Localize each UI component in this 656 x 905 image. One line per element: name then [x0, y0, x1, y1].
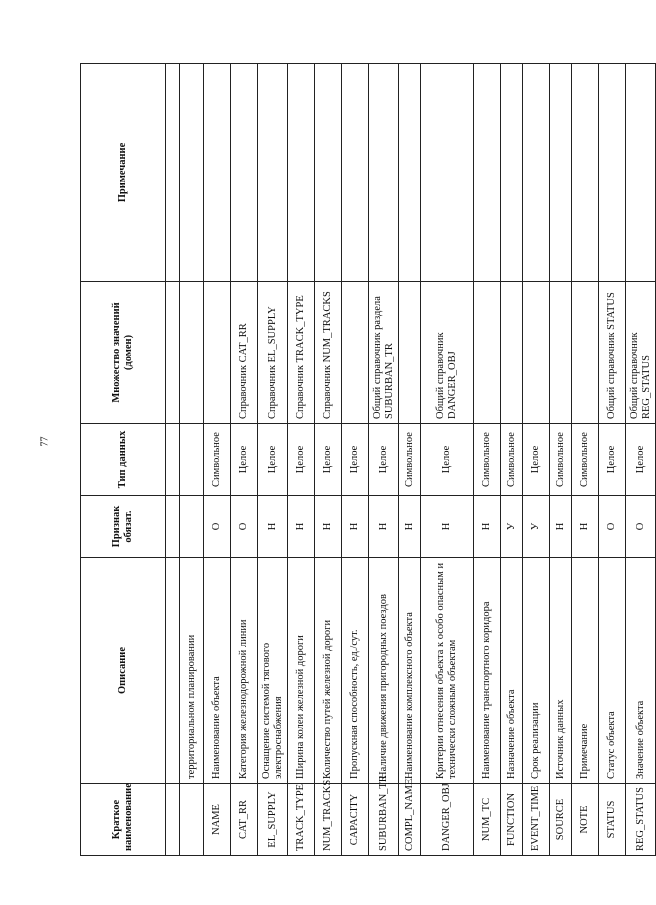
table-row: [231, 64, 258, 856]
cell-description: Значение объекта: [626, 558, 656, 784]
table-row: [369, 64, 399, 856]
cell-type: Символьное: [572, 424, 599, 496]
cell-type: Символьное: [399, 424, 421, 496]
cell-type: Целое: [231, 424, 258, 496]
cell-description: Наименование объекта: [204, 558, 231, 784]
cell-description: Количество путей железной дороги: [315, 558, 342, 784]
cell-required: О: [626, 496, 656, 558]
cell-required: Н: [421, 496, 474, 558]
cell-domain: [501, 282, 523, 424]
cell-note: [204, 64, 231, 282]
table-header-row: [81, 64, 166, 856]
table-row: [288, 64, 315, 856]
cell-note: [474, 64, 501, 282]
cell-domain: [572, 282, 599, 424]
cell-required: О: [599, 496, 626, 558]
cell-note: [399, 64, 421, 282]
cell-required: Н: [399, 496, 421, 558]
cell-note: [231, 64, 258, 282]
continuation-text: территориальном планировании: [180, 558, 204, 784]
cell-name: SOURCE: [550, 784, 572, 856]
cell-description: Ширина колеи железной дороги: [288, 558, 315, 784]
cell-note: [626, 64, 656, 282]
cell-name: CAPACITY: [342, 784, 369, 856]
cell-required: Н: [369, 496, 399, 558]
cell-domain: [474, 282, 501, 424]
cell-description: Примечание: [572, 558, 599, 784]
cell-description: Наименование комплексного объекта: [399, 558, 421, 784]
cell-required: О: [204, 496, 231, 558]
cell-required: У: [523, 496, 550, 558]
table-row: [501, 64, 523, 856]
cell-description: Наименование транспортного коридора: [474, 558, 501, 784]
cell-note: [342, 64, 369, 282]
cell-note: [523, 64, 550, 282]
table-row: [342, 64, 369, 856]
cell-domain: Справочник NUM_TRACKS: [315, 282, 342, 424]
cell-type: Символьное: [550, 424, 572, 496]
cell-note: [599, 64, 626, 282]
cell-type: Целое: [523, 424, 550, 496]
cell-name: NUM_TRACKS: [315, 784, 342, 856]
header-short-name: Краткое наименование: [81, 784, 166, 856]
cell-note: [288, 64, 315, 282]
cell-name: DANGER_OBJ: [421, 784, 474, 856]
cell-name: COMPL_NAME: [399, 784, 421, 856]
table-row-continuation: [180, 64, 204, 856]
cell-name: NOTE: [572, 784, 599, 856]
cell-domain: Справочник TRACK_TYPE: [288, 282, 315, 424]
cell-required: Н: [288, 496, 315, 558]
cell-name: NAME: [204, 784, 231, 856]
cell-note: [501, 64, 523, 282]
table-row: [421, 64, 474, 856]
cell-type: Символьное: [204, 424, 231, 496]
cell-domain: Общий справочник DANGER_OBJ: [421, 282, 474, 424]
cell-type: Символьное: [501, 424, 523, 496]
cell-type: Целое: [369, 424, 399, 496]
cell-note: [421, 64, 474, 282]
cell-note: [369, 64, 399, 282]
cell-description: Наличие движения пригородных поездов: [369, 558, 399, 784]
cell-description: Назначение объекта: [501, 558, 523, 784]
table-row: [626, 64, 656, 856]
cell-required: Н: [315, 496, 342, 558]
cell-domain: Справочник CAT_RR: [231, 282, 258, 424]
header-description: Описание: [81, 558, 166, 784]
cell-description: Статус объекта: [599, 558, 626, 784]
cell-domain: [550, 282, 572, 424]
cell-type: Целое: [626, 424, 656, 496]
cell-name: EVENT_TIME: [523, 784, 550, 856]
attribute-table: [80, 63, 656, 856]
table-row: [315, 64, 342, 856]
cell-name: FUNCTION: [501, 784, 523, 856]
cell-type: Целое: [599, 424, 626, 496]
table-row: [399, 64, 421, 856]
table-row-empty: [166, 64, 180, 856]
cell-name: REG_STATUS: [626, 784, 656, 856]
cell-name: NUM_TC: [474, 784, 501, 856]
cell-description: Категория железнодорожной линии: [231, 558, 258, 784]
table-row: [258, 64, 288, 856]
cell-required: О: [231, 496, 258, 558]
cell-name: EL_SUPPLY: [258, 784, 288, 856]
rotated-page-content: [80, 64, 652, 856]
cell-description: Пропускная способность, ед./сут.: [342, 558, 369, 784]
table-row: [474, 64, 501, 856]
header-note: Примечание: [81, 64, 166, 282]
cell-required: Н: [550, 496, 572, 558]
cell-note: [315, 64, 342, 282]
cell-domain: Общий справочник REG_STATUS: [626, 282, 656, 424]
cell-domain: [342, 282, 369, 424]
header-domain: Множество значений (домен): [81, 282, 166, 424]
cell-required: У: [501, 496, 523, 558]
cell-domain: [399, 282, 421, 424]
table-row: [572, 64, 599, 856]
cell-domain: Справочник EL_SUPPLY: [258, 282, 288, 424]
cell-required: Н: [258, 496, 288, 558]
cell-domain: Общий справочник STATUS: [599, 282, 626, 424]
header-data-type: Тип данных: [81, 424, 166, 496]
cell-required: Н: [342, 496, 369, 558]
cell-description: Критерии отнесения объекта к особо опасным и технически сложным объектам: [421, 558, 474, 784]
cell-domain: [523, 282, 550, 424]
cell-description: Источник данных: [550, 558, 572, 784]
cell-name: SUBURBAN_TR: [369, 784, 399, 856]
cell-description: Оснащение системой тягового электроснабжения: [258, 558, 288, 784]
cell-domain: Общий справочник раздела SUBURBAN_TR: [369, 282, 399, 424]
cell-required: Н: [474, 496, 501, 558]
cell-type: Целое: [342, 424, 369, 496]
cell-note: [258, 64, 288, 282]
cell-note: [572, 64, 599, 282]
page-number: 77: [39, 436, 51, 447]
cell-name: STATUS: [599, 784, 626, 856]
cell-type: Целое: [315, 424, 342, 496]
header-required: Признак обязат.: [81, 496, 166, 558]
cell-name: CAT_RR: [231, 784, 258, 856]
cell-name: TRACK_TYPE: [288, 784, 315, 856]
cell-type: Целое: [258, 424, 288, 496]
cell-note: [550, 64, 572, 282]
cell-required: Н: [572, 496, 599, 558]
table-row: [523, 64, 550, 856]
cell-description: Срок реализации: [523, 558, 550, 784]
table-row: [204, 64, 231, 856]
table-row: [550, 64, 572, 856]
cell-type: Целое: [421, 424, 474, 496]
cell-type: Символьное: [474, 424, 501, 496]
cell-type: Целое: [288, 424, 315, 496]
table-row: [599, 64, 626, 856]
cell-domain: [204, 282, 231, 424]
